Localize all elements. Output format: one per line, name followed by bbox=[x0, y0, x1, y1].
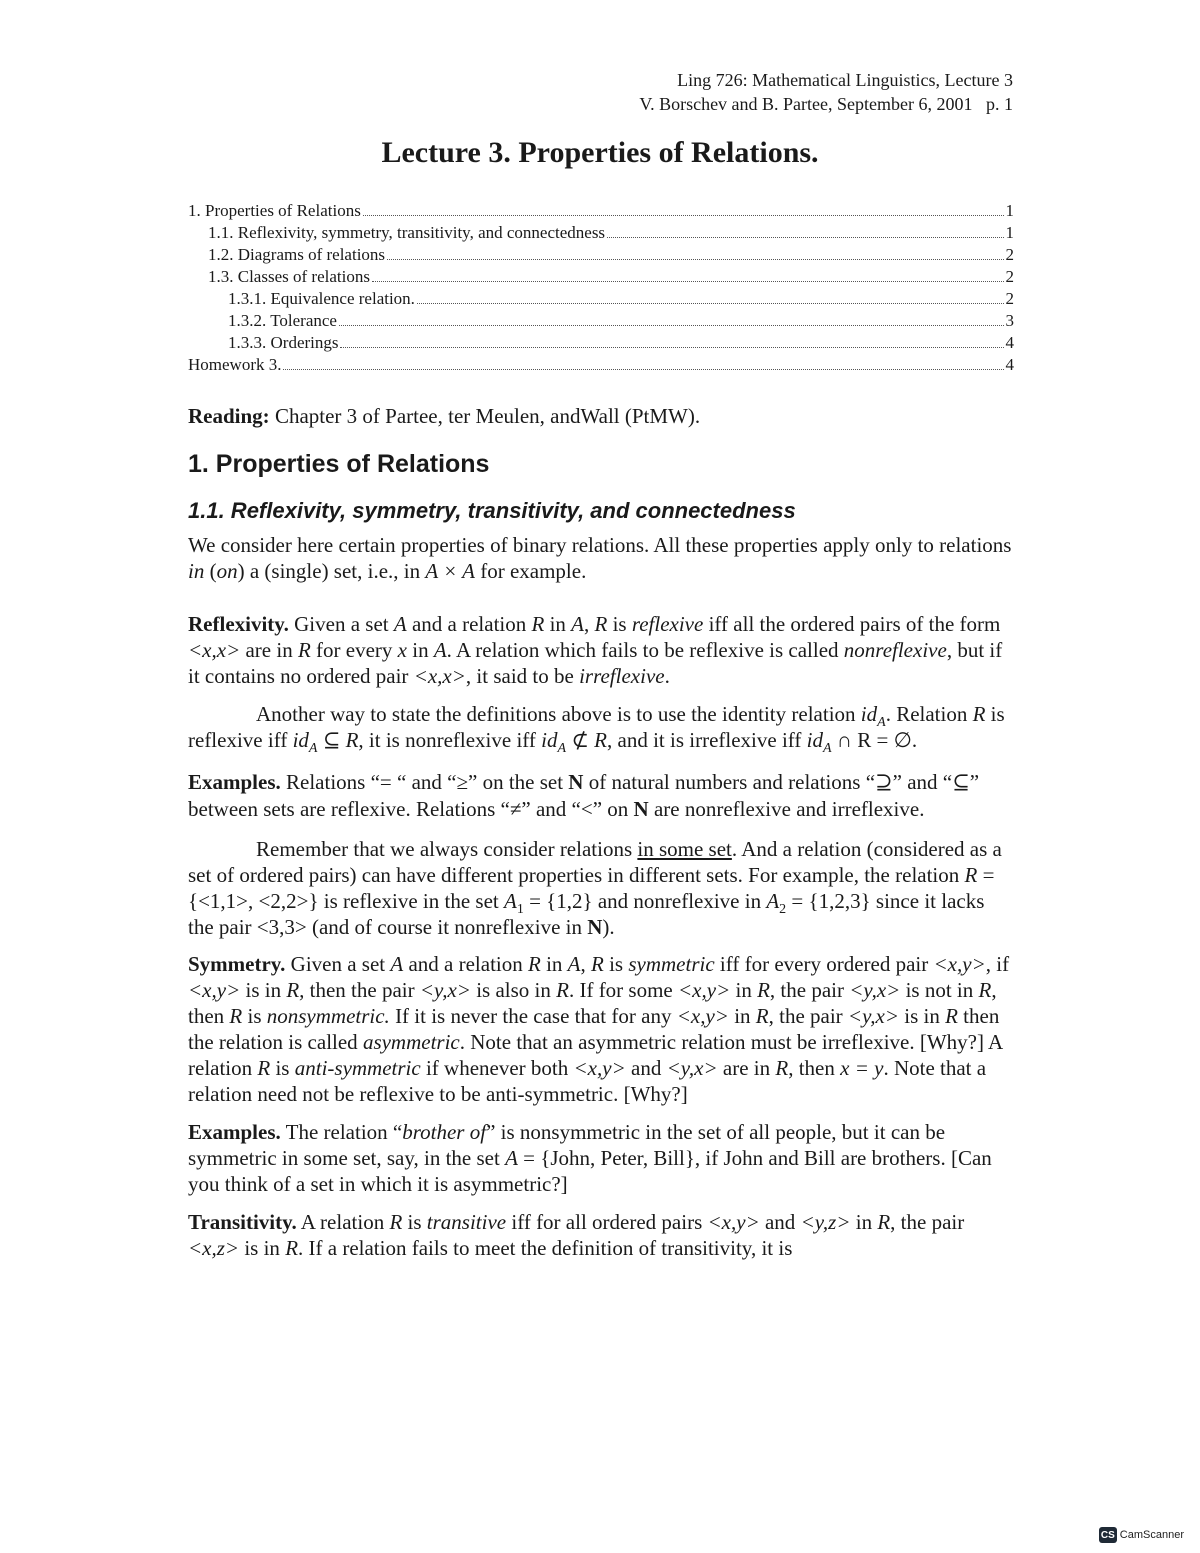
page-header bbox=[639, 68, 1013, 116]
toc-entry-label: 1.2. Diagrams of relations bbox=[208, 245, 386, 264]
reading-line: Reading: Chapter 3 of Partee, ter Meulen, andWall (PtMW). bbox=[188, 404, 701, 428]
camscanner-label: CamScanner bbox=[1119, 1529, 1184, 1541]
reflexivity-paragraph: Reflexivity. Given a set A and a relation R in A, R is reflexive iff all the ordered pairs of the form <x,x> are in R for every x in A. A relation which fails to be reflexive is called nonreflexive, but if it contains no ordered pair <x,x>, it said to be irreflexive. bbox=[188, 612, 1003, 688]
camscanner-logo-icon: CS bbox=[1099, 1527, 1117, 1543]
examples-reflexive-paragraph: Examples. Relations “= “ and “≥” on the set N of natural numbers and relations “⊇” and “⊆” between sets are reflexive. Relations “≠” and “<” on N are nonreflexive and irreflexive. bbox=[188, 770, 980, 821]
toc-entry-page: 3 bbox=[1005, 311, 1014, 330]
toc-entry[interactable] bbox=[188, 310, 1014, 332]
toc-entry-label: Homework 3. bbox=[188, 355, 282, 374]
toc-entry-page: 2 bbox=[1005, 267, 1014, 286]
main-text bbox=[188, 532, 1014, 1261]
toc-entry-page: 1 bbox=[1005, 201, 1014, 220]
page-title: Lecture 3. Properties of Relations. bbox=[381, 136, 819, 169]
transitivity-paragraph: Transitivity. A relation R is transitive iff for all ordered pairs <x,y> and <y,z> in R, the pair <x,z> is in R. If a relation fails to meet the definition of transitivity, it is bbox=[188, 1210, 965, 1260]
toc-entry[interactable] bbox=[188, 222, 1014, 244]
identity-paragraph: Another way to state the definitions above is to use the identity relation $id_A$. Relation R is reflexive iff $id_A$ ⊆ R, it is nonreflexive iff $id_A$ ⊄ R, and it is irreflexive iff $id_A$ ∩ R = ∅. bbox=[188, 702, 1005, 757]
toc-entry[interactable] bbox=[188, 354, 1014, 376]
examples-symmetry-paragraph: Examples. The relation “brother of” is nonsymmetric in the set of all people, but it can be symmetric in some set, say, in the set A = {John, Peter, Bill}, if John and Bill are brothers. [Can you think of a set in which it is asymmetric?] bbox=[188, 1120, 992, 1196]
camscanner-watermark bbox=[1099, 1527, 1184, 1543]
toc-entry[interactable] bbox=[188, 288, 1014, 310]
toc-entry-page: 1 bbox=[1005, 223, 1014, 242]
table-of-contents bbox=[188, 200, 1014, 376]
section-heading: 1. Properties of Relations bbox=[188, 450, 490, 478]
subsection-heading: 1.1. Reflexivity, symmetry, transitivity, and connectedness bbox=[188, 498, 796, 523]
toc-entry[interactable] bbox=[188, 332, 1014, 354]
intro-paragraph: We consider here certain properties of binary relations. All these properties apply only to relations in (on) a (single) set, i.e., in A × A for example. bbox=[188, 533, 1012, 583]
header-course-line: Ling 726: Mathematical Linguistics, Lecture 3 bbox=[677, 70, 1013, 90]
toc-entry-label: 1.3.3. Orderings bbox=[228, 333, 339, 352]
symmetry-paragraph: Symmetry. Given a set A and a relation R in A, R is symmetric iff for every ordered pair <x,y>, if <x,y> is in R, then the pair <y,x> is also in R. If for some <x,y> in R, the pair <y,x> is not in R, then R is nonsymmetric. If it is never the case that for any <x,y> in R, the pair <y,x> is in R then the relation is called asymmetric. Note that an asymmetric relation must be irreflexive. [Why?] A relation R is anti-symmetric if whenever both <x,y> and <y,x> are in R, then x = y. Note that a relation need not be reflexive to be anti-symmetric. [Why?] bbox=[188, 952, 1010, 1106]
toc-entry[interactable] bbox=[188, 266, 1014, 288]
toc-entry-label: 1.1. Reflexivity, symmetry, transitivity, and connectedness bbox=[208, 223, 606, 242]
toc-entry-label: 1.3.2. Tolerance bbox=[228, 311, 337, 330]
toc-entry-page: 2 bbox=[1005, 289, 1014, 308]
toc-entry-page: 4 bbox=[1005, 333, 1014, 352]
toc-entry-label: 1. Properties of Relations bbox=[188, 201, 361, 220]
toc-entry[interactable] bbox=[188, 244, 1014, 266]
toc-entry-page: 4 bbox=[1005, 355, 1014, 374]
remember-paragraph: Remember that we always consider relations in some set. And a relation (considered as a set of ordered pairs) can have different properties in different sets. For example, the relation R = {<1,1>, <2,2>} is reflexive in the set $A_1 = \{1,2\}$ and nonreflexive in $A_2 = \{1,2,3\}$ since it lacks the pair <3,3> (and of course it nonreflexive in N). bbox=[188, 837, 1002, 939]
toc-entry-page: 2 bbox=[1005, 245, 1014, 264]
header-authors-line: V. Borschev and B. Partee, September 6, 2001 p. 1 bbox=[639, 94, 1013, 114]
toc-entry[interactable] bbox=[188, 200, 1014, 222]
toc-entry-label: 1.3. Classes of relations bbox=[208, 267, 370, 286]
toc-entry-label: 1.3.1. Equivalence relation. bbox=[228, 289, 415, 308]
